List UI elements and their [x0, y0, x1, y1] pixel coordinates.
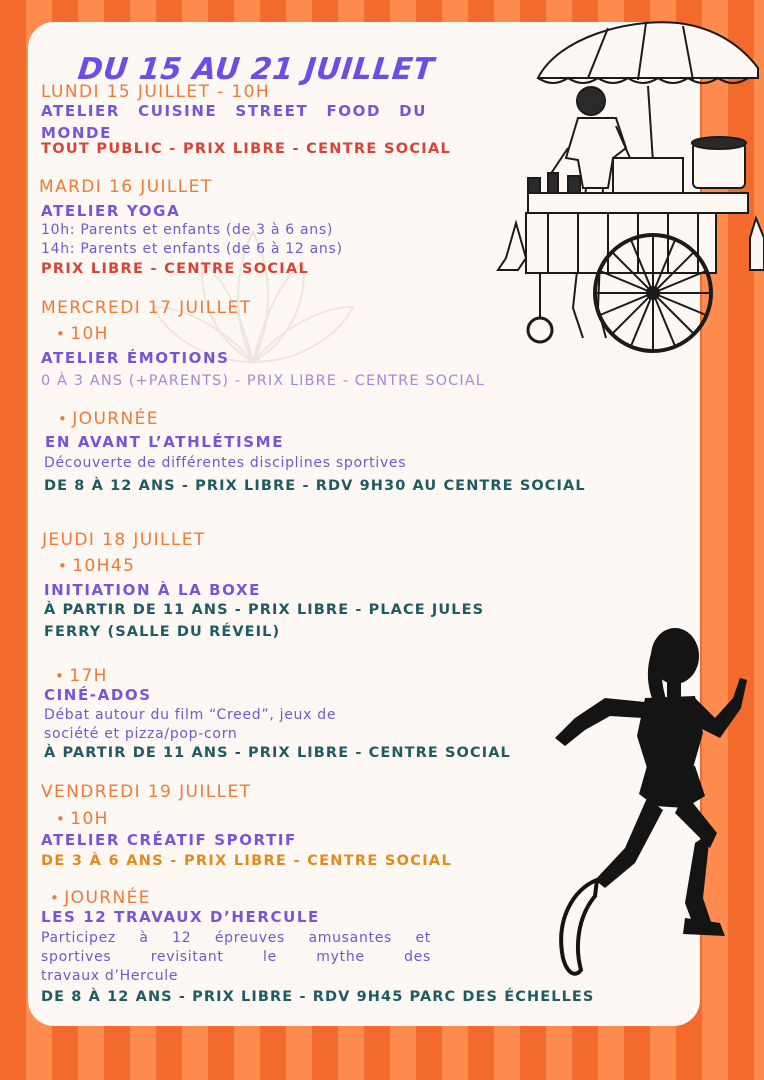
wednesday-heading: MERCREDI 17 JUILLET	[41, 298, 252, 318]
thursday-heading: JEUDI 18 JUILLET	[42, 530, 206, 550]
tuesday-session-2: 14h: Parents et enfants (de 6 à 12 ans)	[41, 241, 343, 257]
bullet-icon: •	[50, 889, 61, 907]
wednesday-event1-info: 0 À 3 ANS (+PARENTS) - PRIX LIBRE - CENTRE SOCIAL	[41, 373, 485, 389]
friday-event2-time-label: JOURNÉE	[64, 888, 151, 908]
monday-activity-line1: ATELIER CUISINE STREET FOOD DU	[41, 102, 427, 120]
wednesday-event1-time	[56, 324, 109, 344]
monday-activity-line2: MONDE	[41, 124, 112, 142]
thursday-event1-activity: INITIATION À LA BOXE	[44, 581, 261, 599]
thursday-event1-info-line2: FERRY (SALLE DU RÉVEIL)	[44, 624, 281, 640]
thursday-event1-time	[58, 556, 135, 576]
thursday-event2-time	[55, 666, 108, 686]
friday-event1-activity: ATELIER CRÉATIF SPORTIF	[41, 831, 297, 849]
thursday-event2-info: À PARTIR DE 11 ANS - PRIX LIBRE - CENTRE SOCIAL	[44, 745, 511, 761]
thursday-event2-desc-line1: Débat autour du film “Creed”, jeux de	[44, 707, 337, 723]
thursday-event1-time-label: 10H45	[72, 556, 136, 576]
thursday-event2-time-label: 17H	[69, 666, 108, 686]
friday-event2-desc-line2: sportives revisitant le mythe des	[41, 949, 431, 965]
friday-event1-info: DE 3 À 6 ANS - PRIX LIBRE - CENTRE SOCIAL	[41, 853, 452, 869]
tuesday-info: PRIX LIBRE - CENTRE SOCIAL	[41, 261, 310, 277]
street-food-cart-illustration	[488, 8, 764, 358]
thursday-event2-desc-line2: société et pizza/pop-corn	[44, 726, 238, 742]
thursday-event2-activity: CINÉ-ADOS	[44, 686, 152, 704]
wednesday-event1-activity: ATELIER ÉMOTIONS	[41, 349, 230, 367]
wednesday-event1-time-label: 10H	[70, 324, 109, 344]
tuesday-session-1: 10h: Parents et enfants (de 3 à 6 ans)	[41, 222, 334, 238]
bullet-icon: •	[56, 325, 67, 343]
wednesday-event2-activity: EN AVANT L’ATHLÉTISME	[45, 433, 285, 451]
thursday-event1-info-line1: À PARTIR DE 11 ANS - PRIX LIBRE - PLACE JULES	[44, 602, 485, 618]
monday-activity	[41, 100, 427, 144]
runner-silhouette-illustration	[535, 618, 755, 980]
friday-event2-time	[50, 888, 151, 908]
bullet-icon: •	[58, 557, 69, 575]
monday-info: TOUT PUBLIC - PRIX LIBRE - CENTRE SOCIAL	[41, 141, 452, 157]
wednesday-event2-time-label: JOURNÉE	[72, 409, 159, 429]
tuesday-activity: ATELIER YOGA	[41, 202, 181, 220]
wednesday-event2-time	[58, 409, 159, 429]
wednesday-event2-desc: Découverte de différentes disciplines sportives	[44, 455, 407, 471]
bullet-icon: •	[55, 667, 66, 685]
friday-event2-info: DE 8 À 12 ANS - PRIX LIBRE - RDV 9H45 PARC DES ÉCHELLES	[41, 989, 595, 1005]
friday-event1-time	[56, 809, 109, 829]
friday-heading: VENDREDI 19 JUILLET	[41, 782, 252, 802]
friday-event2-desc-line3: travaux d’Hercule	[41, 968, 179, 984]
wednesday-event2-info: DE 8 À 12 ANS - PRIX LIBRE - RDV 9H30 AU CENTRE SOCIAL	[44, 478, 586, 494]
tuesday-heading: MARDI 16 JUILLET	[39, 177, 213, 197]
page-title: DU 15 AU 21 JUILLET	[76, 52, 436, 87]
friday-event2-desc-line1: Participez à 12 épreuves amusantes et	[41, 930, 431, 946]
bullet-icon: •	[58, 410, 69, 428]
friday-event2-desc	[41, 929, 431, 986]
monday-heading: LUNDI 15 JUILLET - 10H	[41, 82, 271, 102]
friday-event1-time-label: 10H	[70, 809, 109, 829]
bullet-icon: •	[56, 810, 67, 828]
friday-event2-activity: LES 12 TRAVAUX D’HERCULE	[41, 908, 320, 926]
